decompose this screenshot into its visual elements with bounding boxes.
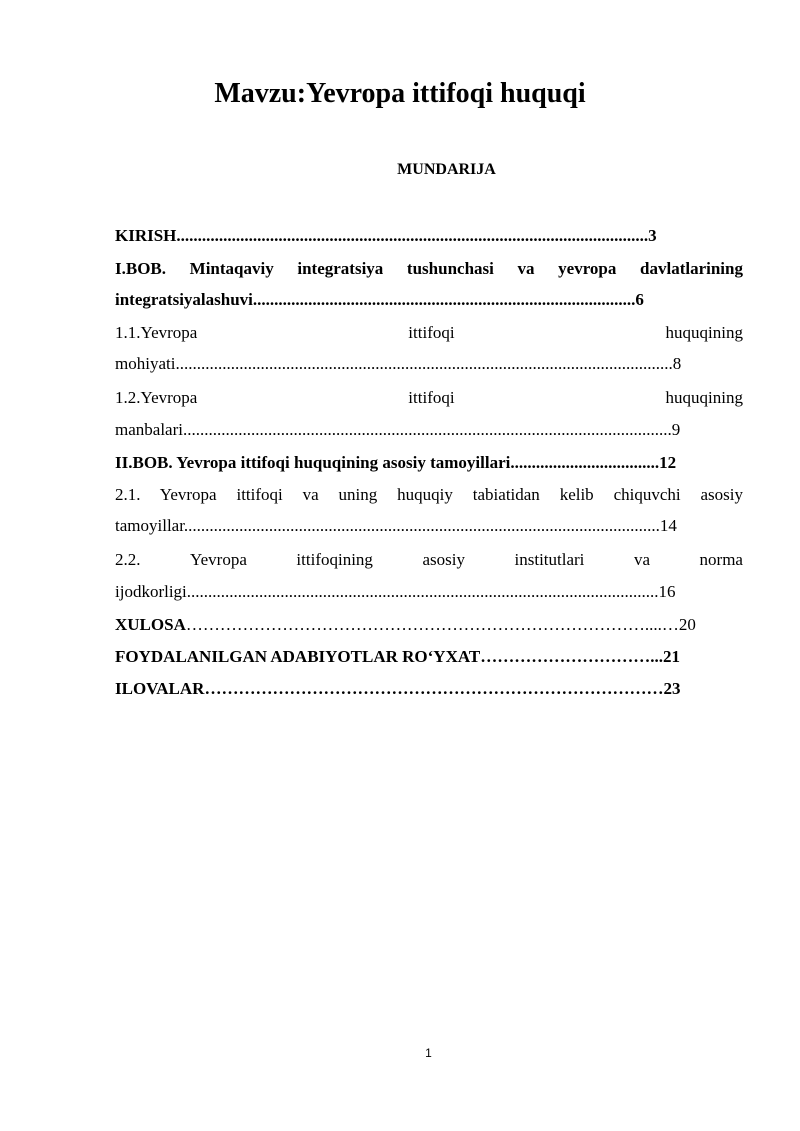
toc-entry-1-1-line2[interactable]: mohiyati.....................................................................................................................8 — [115, 354, 682, 373]
toc-word: 2.2. — [115, 550, 141, 569]
toc-entry-1-2-line1[interactable] — [115, 387, 743, 409]
toc-leader-dots: ………………………………………………………………………....…20 — [185, 615, 696, 634]
toc-entry-bob1-line1[interactable]: I.BOB. Mintaqaviy integratsiya tushunchasi va yevropa davlatlarining — [115, 259, 743, 278]
toc-entry-xulosa[interactable] — [115, 614, 743, 636]
toc-entry-2-2-line1[interactable] — [115, 549, 743, 571]
page-number: 1 — [425, 1046, 432, 1060]
toc-entry-label: XULOSA — [115, 615, 186, 634]
toc-word: va — [633, 550, 650, 569]
toc-entry-bob2[interactable]: II.BOB. Yevropa ittifoqi huquqining asosiy tamoyillari...................................12 — [115, 453, 677, 472]
toc-entry-2-1-line2[interactable]: tamoyillar................................................................................................................14 — [115, 516, 677, 535]
toc-entry-1-1-line1[interactable] — [115, 322, 743, 344]
toc-word: ittifoqi — [408, 323, 455, 342]
toc-heading: MUNDARIJA — [397, 161, 496, 178]
toc-word: huquqining — [665, 388, 743, 407]
toc-entry-label: FOYDALANILGAN ADABIYOTLAR RO‘YXAT — [115, 647, 481, 666]
toc-word: Yevropa — [190, 550, 247, 569]
toc-entry-ilovalar[interactable] — [115, 678, 743, 700]
toc-word: asosiy — [422, 550, 465, 569]
toc-word: ittifoqining — [296, 550, 373, 569]
toc-entry-2-1-line1[interactable]: 2.1. Yevropa ittifoqi va uning huquqiy tabiatidan kelib chiquvchi asosiy — [115, 485, 743, 504]
toc-entry-2-2-line2[interactable]: ijodkorligi...............................................................................................................16 — [115, 582, 676, 601]
toc-word: 1.2.Yevropa — [115, 388, 198, 407]
toc-leader-dots: ………………………………………………………………………23 — [204, 679, 681, 698]
toc-word: norma — [699, 550, 743, 569]
toc-word: ittifoqi — [408, 388, 455, 407]
toc-entry-bob1-line2[interactable]: integratsiyalashuvi..........................................................................................6 — [115, 290, 644, 309]
toc-word: 1.1.Yevropa — [115, 323, 198, 342]
toc-entry-label: ILOVALAR — [115, 679, 205, 698]
toc-leader-dots: …………………………...21 — [480, 647, 680, 666]
toc-entry-1-2-line2[interactable]: manbalari...................................................................................................................9 — [115, 420, 681, 439]
toc-entry-foydalanilgan[interactable] — [115, 646, 743, 668]
toc-word: institutlari — [514, 550, 585, 569]
toc-entry-kirish[interactable]: KIRISH...............................................................................................................3 — [115, 226, 657, 245]
document-title: Mavzu:Yevropa ittifoqi huquqi — [214, 78, 586, 109]
toc-word: huquqining — [665, 323, 743, 342]
